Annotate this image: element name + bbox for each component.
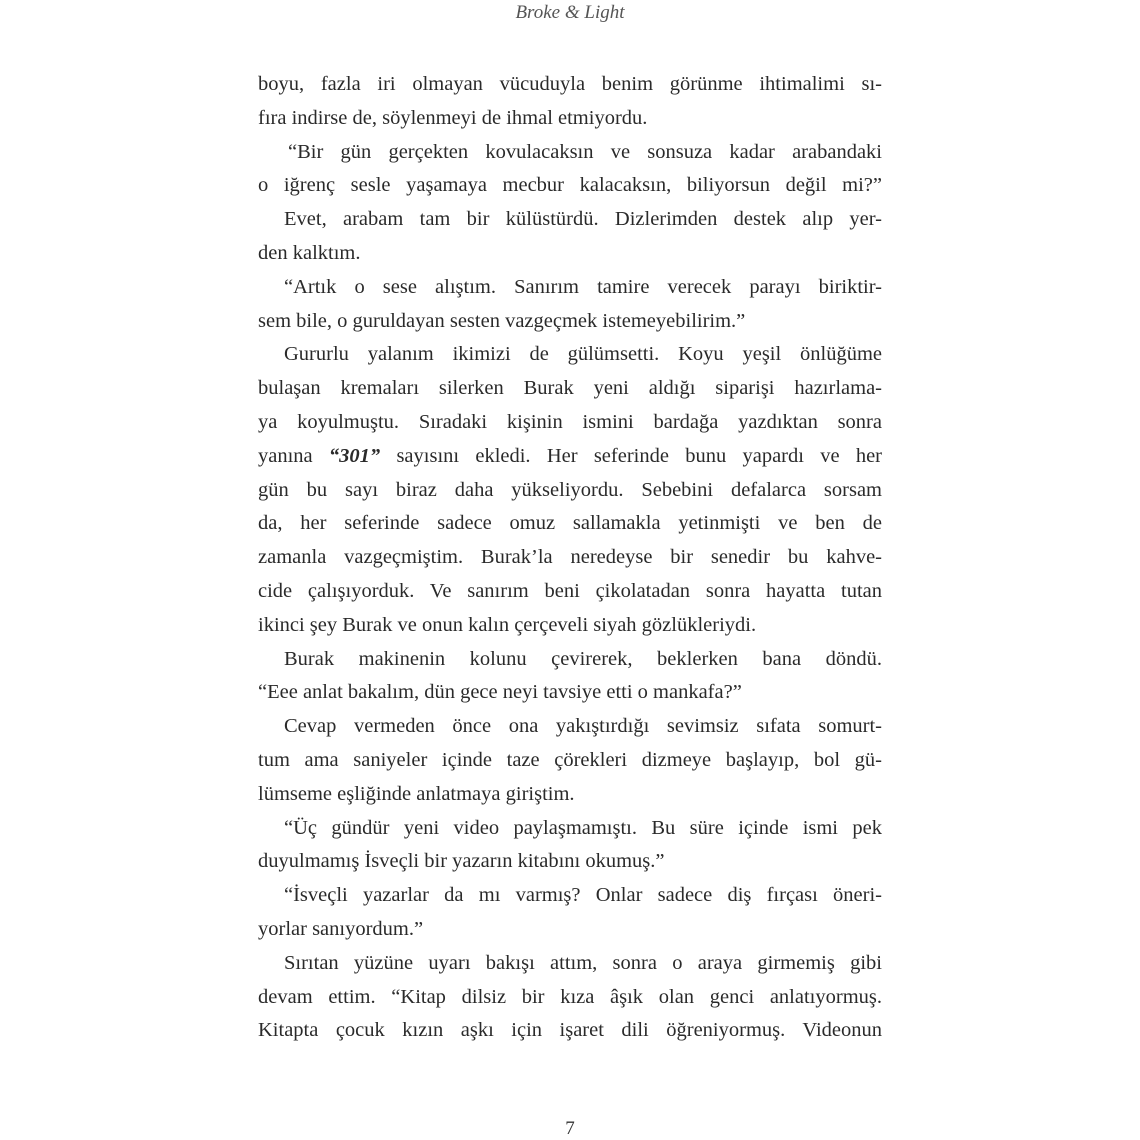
text-line: ikinci şey Burak ve onun kalın çerçeveli siyah gözlükleriydi.	[258, 613, 757, 636]
text-line: tum ama saniyeler içinde taze çörekleri dizmeye başlayıp, bol gü-	[258, 748, 882, 771]
text-line: Gururlu yalanım ikimizi de gülümsetti. Koyu yeşil önlüğüme	[284, 343, 882, 366]
text-line: o iğrenç sesle yaşamaya mecbur kalacaksın, biliyorsun değil mi?”	[258, 174, 882, 197]
text-line: fıra indirse de, söylenmeyi de ihmal etmiyordu.	[258, 106, 648, 129]
text-line: ya koyulmuştu. Sıradaki kişinin ismini bardağa yazdıktan sonra	[258, 410, 882, 433]
text-segment: sayısını ekledi. Her seferinde bunu yapardı ve her	[380, 444, 882, 467]
text-line: devam ettim. “Kitap dilsiz bir kıza âşık olan genci anlatıyormuş.	[258, 985, 882, 1008]
text-line: den kalktım.	[258, 241, 361, 264]
text-line: boyu, fazla iri olmayan vücuduyla benim görünme ihtimalimi sı-	[258, 73, 882, 95]
text-line: zamanla vazgeçmiştim. Burak’la neredeyse bir senedir bu kahve-	[258, 546, 882, 569]
body-text	[258, 68, 882, 1048]
text-line: da, her seferinde sadece omuz sallamakla yetinmişti ve ben de	[258, 512, 882, 535]
text-line: “Üç gündür yeni video paylaşmamıştı. Bu süre içinde ismi pek	[284, 816, 882, 839]
running-header-title: Broke & Light	[515, 2, 625, 23]
text-line: Evet, arabam tam bir külüstürdü. Dizlerimden destek alıp yer-	[284, 208, 882, 231]
text-line: Sırıtan yüzüne uyarı bakışı attım, sonra o araya girmemiş gibi	[284, 951, 882, 974]
text-line: Cevap vermeden önce ona yakıştırdığı sevimsiz sıfata somurt-	[284, 715, 882, 738]
text-line: Kitapta çocuk kızın aşkı için işaret dili öğreniyormuş. Videonun	[258, 1019, 882, 1042]
text-segment: yanına	[258, 444, 329, 467]
text-line: gün bu sayı biraz daha yükseliyordu. Sebebini defalarca sorsam	[258, 478, 882, 501]
emphasized-number: “301”	[328, 444, 381, 467]
text-line: duyulmamış İsveçli bir yazarın kitabını okumuş.”	[258, 850, 665, 873]
text-line: yorlar sanıyordum.”	[258, 917, 424, 940]
text-line: bulaşan kremaları silerken Burak yeni aldığı siparişi hazırlama-	[258, 377, 882, 400]
text-line: “Artık o sese alıştım. Sanırım tamire verecek parayı biriktir-	[284, 275, 882, 298]
text-line: “Bir gün gerçekten kovulacaksın ve sonsuza kadar arabandaki	[288, 140, 882, 163]
text-line: Burak makinenin kolunu çevirerek, beklerken bana döndü.	[284, 647, 882, 670]
text-line: “Eee anlat bakalım, dün gece neyi tavsiye etti o mankafa?”	[258, 681, 742, 704]
text-line: cide çalışıyorduk. Ve sanırım beni çikolatadan sonra hayatta tutan	[258, 579, 882, 602]
text-line	[258, 440, 882, 474]
page-number: 7	[565, 1118, 575, 1139]
text-line: sem bile, o guruldayan sesten vazgeçmek istemeyebilirim.”	[258, 309, 746, 332]
text-line: “İsveçli yazarlar da mı varmış? Onlar sadece diş fırçası öneri-	[284, 884, 882, 907]
text-line: lümseme eşliğinde anlatmaya giriştim.	[258, 782, 575, 805]
